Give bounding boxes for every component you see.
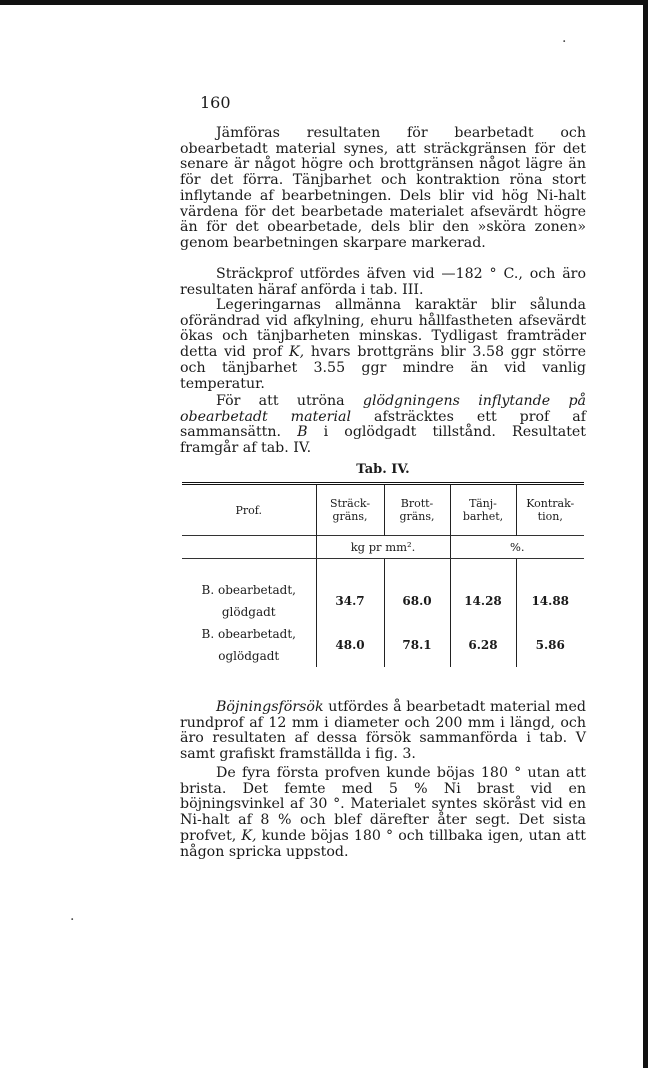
row-1-strack: 34.7: [316, 579, 384, 623]
results-table: [182, 482, 584, 667]
paragraph-bojning: [180, 700, 586, 763]
table-header-row: [182, 484, 584, 536]
table-row: [182, 623, 584, 667]
bojning-text: utfördes å bearbetadt material med rundprof af 12 mm i diameter och 200 mm i längd, och äro resultaten af dessa försök sammanförda i tab. V samt grafiskt framställda i fig. 3.: [180, 699, 586, 763]
last-part-1: De fyra första profven kunde böjas 180 ° utan att brista. Det femte med 5 % Ni brast vid en böjningsvinkel af 30 °. Materialet syntes sköråst vid en Ni-halt af 8 % och blef därefter åter segt. Det sista profvet,: [180, 765, 586, 844]
unit-empty: [182, 536, 316, 559]
header-tanj: Tänj-barhet,: [450, 484, 516, 536]
paragraph-1: Jämföras resultaten för bearbetadt och obearbetadt material synes, att sträckgränsen för det senare är något högre och brottgränsen något lägre än för det förra. Tänjbarhet och kontraktion röna stort inflytande af bearbetningen. Dels blir vid hög Ni-halt värdena för det bearbetade materialet afsevärdt högre än för det obearbetade, dels blir den »sköra zonen» genom bearbetningen skarpare markerad.: [180, 125, 586, 251]
row-1-prof: B. obearbetadt, glödgadt: [201, 583, 296, 619]
header-strack: Sträck-gräns,: [316, 484, 384, 536]
paragraph-3-text: Legeringarnas allmänna karaktär blir sålunda oförändrad vid afkylning, ehuru hållfastheten afsevärdt ökas och tänjbarheten minskas. Tydligast framträder detta vid prof: [180, 297, 586, 361]
header-prof: Prof.: [235, 503, 262, 517]
row-1-tanj: 14.28: [450, 579, 516, 623]
page-right-border: [643, 0, 648, 1068]
speck: ·: [70, 912, 75, 928]
prof-k-2: K,: [241, 827, 257, 844]
page-number: 160: [200, 93, 231, 112]
row-2-prof: B. obearbetadt, oglödgadt: [201, 627, 296, 663]
bojning-title: Böjningsförsök: [216, 699, 324, 715]
row-2-strack: 48.0: [316, 623, 384, 667]
unit-row: [182, 536, 584, 559]
paragraph-4-lead: För att utröna: [216, 393, 345, 409]
paragraph-3-tail: hvars brottgräns blir 3.58 ggr större och tänjbarhet 3.55 ggr mindre än vid vanlig temperatur.: [180, 344, 587, 392]
table-title: Tab. IV.: [356, 462, 410, 477]
paragraph-4-italic: glödgningens inflytande på obearbetadt material: [180, 393, 586, 425]
header-brott: Brott-gräns,: [384, 484, 450, 536]
spacer-row: [182, 559, 584, 580]
row-1-brott: 68.0: [384, 579, 450, 623]
row-2-tanj: 6.28: [450, 623, 516, 667]
row-1-kontraktion: 14.88: [516, 579, 584, 623]
paragraph-2: Sträckprof utfördes äfven vid —182 ° C., och äro resultaten häraf anförda i tab. III.: [180, 266, 586, 298]
row-2-kontraktion: 5.86: [516, 623, 584, 667]
speck: ·: [562, 34, 567, 50]
paragraph-4-tail: i oglödgadt tillstånd. Resultatet framgår af tab. IV.: [180, 424, 587, 457]
prof-k: K,: [289, 344, 305, 361]
last-part-2: kunde böjas 180 ° och tillbaka igen, utan att någon spricka uppstod.: [180, 827, 587, 860]
header-kontraktion: Kontrak-tion,: [516, 484, 584, 536]
page-top-border: [0, 0, 648, 5]
unit-percent: %.: [450, 536, 584, 559]
sample-b: B: [297, 424, 308, 441]
paragraph-3: [180, 298, 586, 392]
unit-kg: kg pr mm².: [316, 536, 450, 559]
paragraph-4-mid: afsträcktes ett prof af sammansättn.: [180, 408, 586, 441]
table-row: [182, 579, 584, 623]
paragraph-4: [180, 394, 586, 457]
paragraph-last: [180, 766, 586, 860]
row-2-brott: 78.1: [384, 623, 450, 667]
